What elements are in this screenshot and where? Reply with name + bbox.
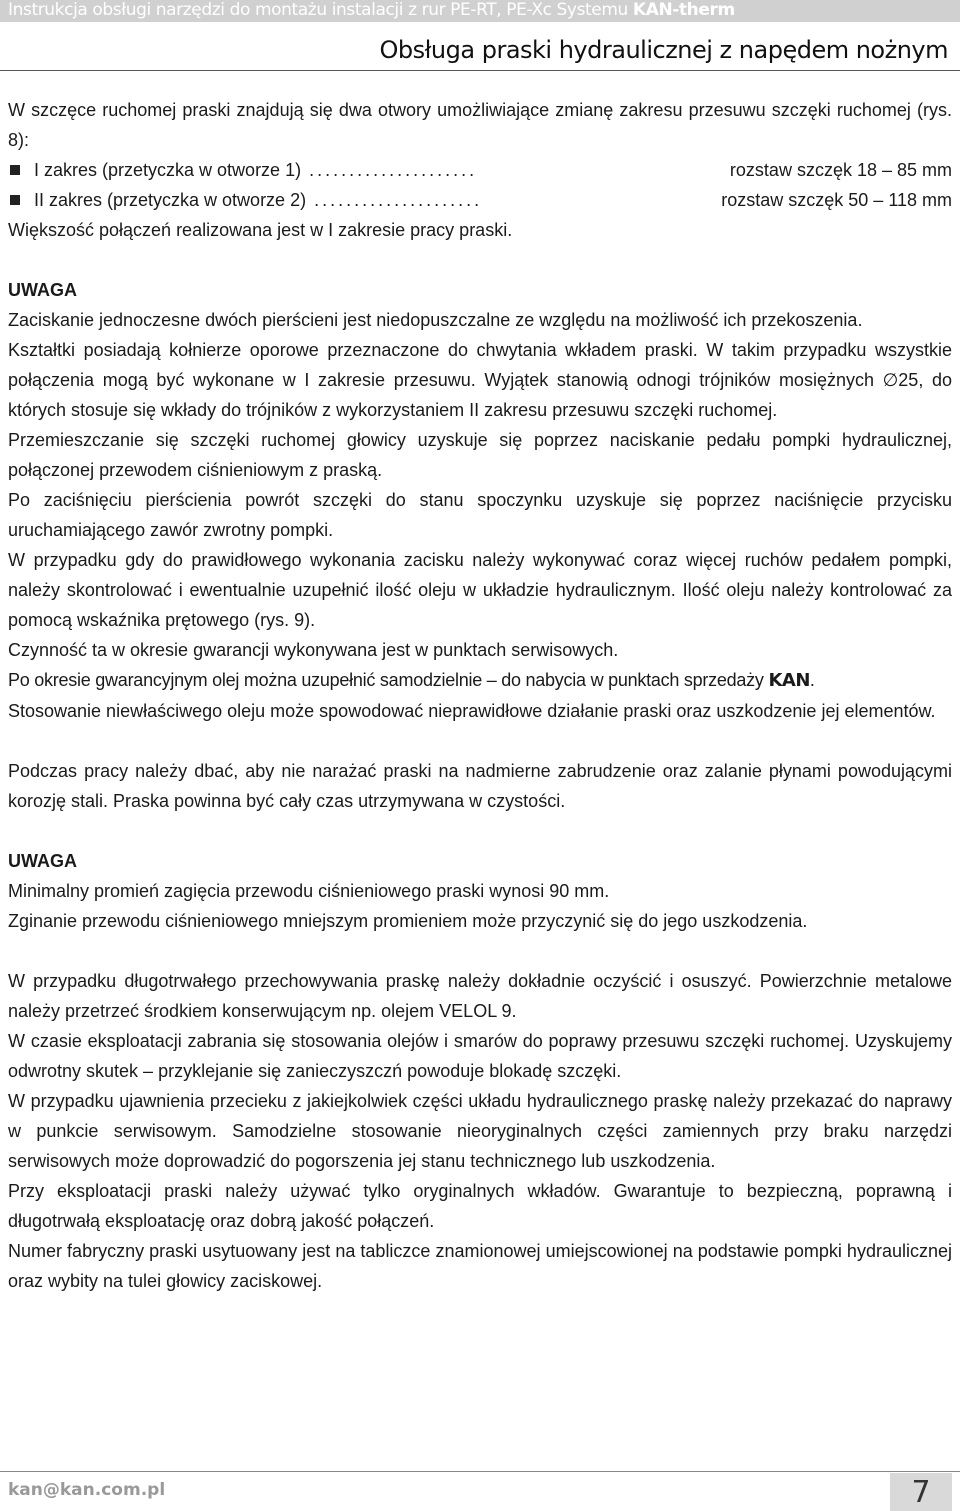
paragraph-return: Po zaciśnięciu pierścienia powrót szczęki do stanu spoczynku uzyskuje się poprzez naciśnięcie przycisku uruchamiającego zawór zwrotny pompki.: [8, 490, 952, 540]
brand-name: KAN-therm: [632, 0, 735, 20]
paragraph-no-oils: W czasie eksploatacji zabrania się stosowania olejów i smarów do poprawy przesuwu szczęki ruchomej. Uzyskujemy odwrotny skutek – przyklejanie się zanieczyszczń powoduje blokadę szczęki.: [8, 1031, 952, 1081]
square-bullet-icon: [10, 195, 20, 205]
range-label: I zakres (przetyczka w otworze 1): [34, 160, 302, 180]
paragraph-fittings: Kształtki posiadają kołnierze oporowe przeznaczone do chwytania wkładem praski. W takim przypadku wszystkie połączenia mogą być wykonane w I zakresie przesuwu. Wyjątek stanowią odnogi trójników mosiężnych ∅25, do których stosuje się wkłady do trójników z wykorzystaniem II zakresu przesuwu szczęki ruchomej.: [8, 340, 952, 420]
range-value: rozstaw szczęk 50 – 118 mm: [721, 190, 952, 210]
running-title: [8, 0, 735, 20]
spacer: [8, 936, 952, 966]
warning-heading: UWAGA: [8, 851, 77, 871]
warning-text-line-2: Zginanie przewodu ciśnieniowego mniejszym promieniem może przyczynić się do jego uszkodzenia.: [8, 911, 808, 931]
spacer: [8, 816, 952, 846]
paragraph-serial: Numer fabryczny praski usytuowany jest na tabliczce znamionowej umiejscowionej na podstawie pompki hydraulicznej oraz wybity na tulei głowicy zaciskowej.: [8, 1241, 952, 1291]
contact-email: kan@kan.com.pl: [8, 1480, 166, 1500]
range-item-2: [8, 185, 952, 215]
header-divider: [0, 70, 960, 71]
section-title: Obsługa praski hydraulicznej z napędem nożnym: [379, 36, 948, 64]
post-warranty-text: Po okresie gwarancyjnym olej można uzupełnić samodzielnie – do nabycia w punktach sprzedaży: [8, 670, 764, 690]
paragraph-care: Podczas pracy należy dbać, aby nie narażać praski na nadmierne zabrudzenie oraz zalanie płynami powodującymi korozję stali. Praska powinna być cały czas utrzymywana w czystości.: [8, 761, 952, 811]
running-title-text: Instrukcja obsługi narzędzi do montażu instalacji z rur PE-RT, PE-Xc Systemu: [8, 0, 628, 20]
kan-logo: KAN: [768, 670, 810, 691]
page-number-box: [890, 1473, 952, 1511]
footer-divider: [0, 1471, 960, 1472]
paragraph-wrong-oil: Stosowanie niewłaściwego oleju może spowodować nieprawidłowe działanie praski oraz uszkodzenie jej elementów.: [8, 701, 936, 721]
page-number: 7: [911, 1475, 931, 1510]
paragraph-movement: Przemieszczanie się szczęki ruchomej głowicy uzyskuje się poprzez naciskanie pedału pompki hydraulicznej, połączonej przewodem ciśnieniowym z praską.: [8, 430, 952, 480]
square-bullet-icon: [10, 165, 20, 175]
warning-text: Zaciskanie jednoczesne dwóch pierścieni jest niedopuszczalne ze względu na możliwość ich przekoszenia.: [8, 310, 863, 330]
spacer: [8, 245, 952, 275]
range-item-1: [8, 155, 952, 185]
dot-leader: .....................: [314, 190, 483, 210]
dot-leader: .....................: [309, 160, 478, 180]
paragraph-leak: W przypadku ujawnienia przecieku z jakiejkolwiek części układu hydraulicznego praskę należy przekazać do naprawy w punkcie serwisowym. Samodzielne stosowanie nieoryginalnych części zamiennych przy braku narzędzi serwisowych może doprowadzić do pogorszenia jej stanu technicznego lub uszkodzenia.: [8, 1091, 952, 1171]
paragraph-oil: W przypadku gdy do prawidłowego wykonania zacisku należy wykonywać coraz więcej ruchów pedałem pompki, należy skontrolować i ewentualnie uzupełnić ilość oleju w układzie hydraulicznym. Ilość oleju należy kontrolować za pomocą wskaźnika prętowego (rys. 9).: [8, 550, 952, 630]
warning-heading: UWAGA: [8, 280, 77, 300]
header-bar: [0, 0, 960, 22]
paragraph-service: Czynność ta w okresie gwarancji wykonywana jest w punktach serwisowych.: [8, 640, 619, 660]
range-value: rozstaw szczęk 18 – 85 mm: [729, 160, 952, 180]
range-label: II zakres (przetyczka w otworze 2): [34, 190, 307, 210]
paragraph-storage: W przypadku długotrwałego przechowywania praskę należy dokładnie oczyścić i osuszyć. Powierzchnie metalowe należy przetrzeć środkiem konserwującym np. olejem VELOL 9.: [8, 971, 952, 1021]
paragraph-post-warranty: Po okresie gwarancyjnym olej można uzupełnić samodzielnie – do nabycia w punktach sprzedaży KAN.: [8, 670, 815, 691]
intro-paragraph: W szczęce ruchomej praski znajdują się dwa otwory umożliwiające zmianę zakresu przesuwu szczęki ruchomej (rys. 8):: [8, 100, 952, 150]
warning-text-line-1: Minimalny promień zagięcia przewodu ciśnieniowego praski wynosi 90 mm.: [8, 881, 610, 901]
spacer: [8, 726, 952, 756]
paragraph-original: Przy eksploatacji praski należy używać tylko oryginalnych wkładów. Gwarantuje to bezpieczną, poprawną i długotrwałą eksploatację oraz dobrą jakość połączeń.: [8, 1181, 952, 1231]
range-note: Większość połączeń realizowana jest w I zakresie pracy praski.: [8, 220, 513, 240]
document-body: [8, 95, 952, 1296]
